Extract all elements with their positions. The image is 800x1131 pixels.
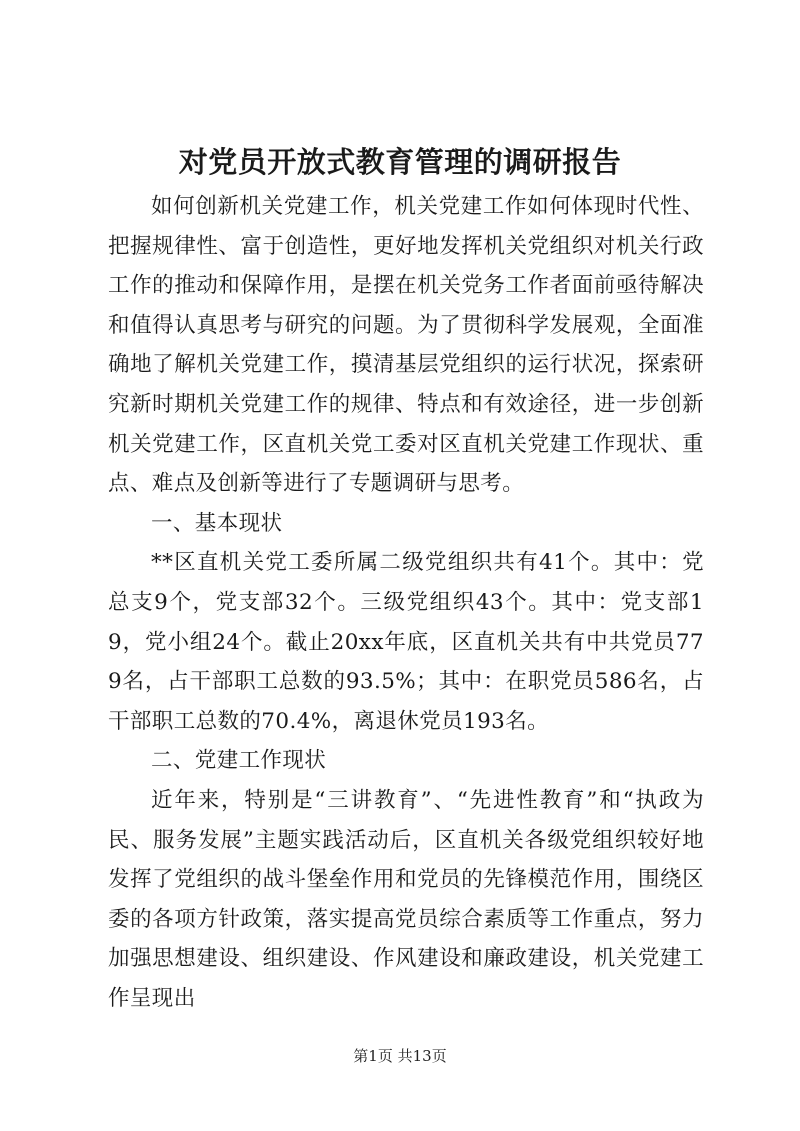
document-body bbox=[108, 187, 704, 1018]
basic-status-paragraph: **区直机关党工委所属二级党组织共有41个。其中：党总支9个，党支部32个。三级党组织43个。其中：党支部19，党小组24个。截止20xx年底，区直机关共有中共党员779名，占干部职工总数的93.5%；其中：在职党员586名，占干部职工总数的70.4%，离退休党员193名。 bbox=[108, 550, 704, 734]
party-work-status-paragraph: 近年来，特别是“三讲教育”、“先进性教育”和“执政为民、服务发展”主题实践活动后，区直机关各级党组织较好地发挥了党组织的战斗堡垒作用和党员的先锋模范作用，围绕区委的各项方针政策，落实提高党员综合素质等工作重点，努力加强思想建设、组织建设、作风建设和廉政建设，机关党建工作呈现出 bbox=[108, 787, 704, 1011]
intro-paragraph: 如何创新机关党建工作，机关党建工作如何体现时代性、把握规律性、富于创造性，更好地发挥机关党组织对机关行政工作的推动和保障作用，是摆在机关党务工作者面前亟待解决和值得认真思考与研究的问题。为了贯彻科学发展观，全面准确地了解机关党建工作，摸清基层党组织的运行状况，探索研究新时期机关党建工作的规律、特点和有效途径，进一步创新机关党建工作，区直机关党工委对区直机关党建工作现状、重点、难点及创新等进行了专题调研与思考。 bbox=[108, 194, 704, 497]
document-title: 对党员开放式教育管理的调研报告 bbox=[178, 145, 622, 179]
section-heading-basic-status: 一、基本现状 bbox=[151, 510, 283, 536]
page-footer: 第1页 共13页 bbox=[353, 1047, 447, 1065]
section-heading-party-work-status: 二、党建工作现状 bbox=[151, 748, 327, 774]
